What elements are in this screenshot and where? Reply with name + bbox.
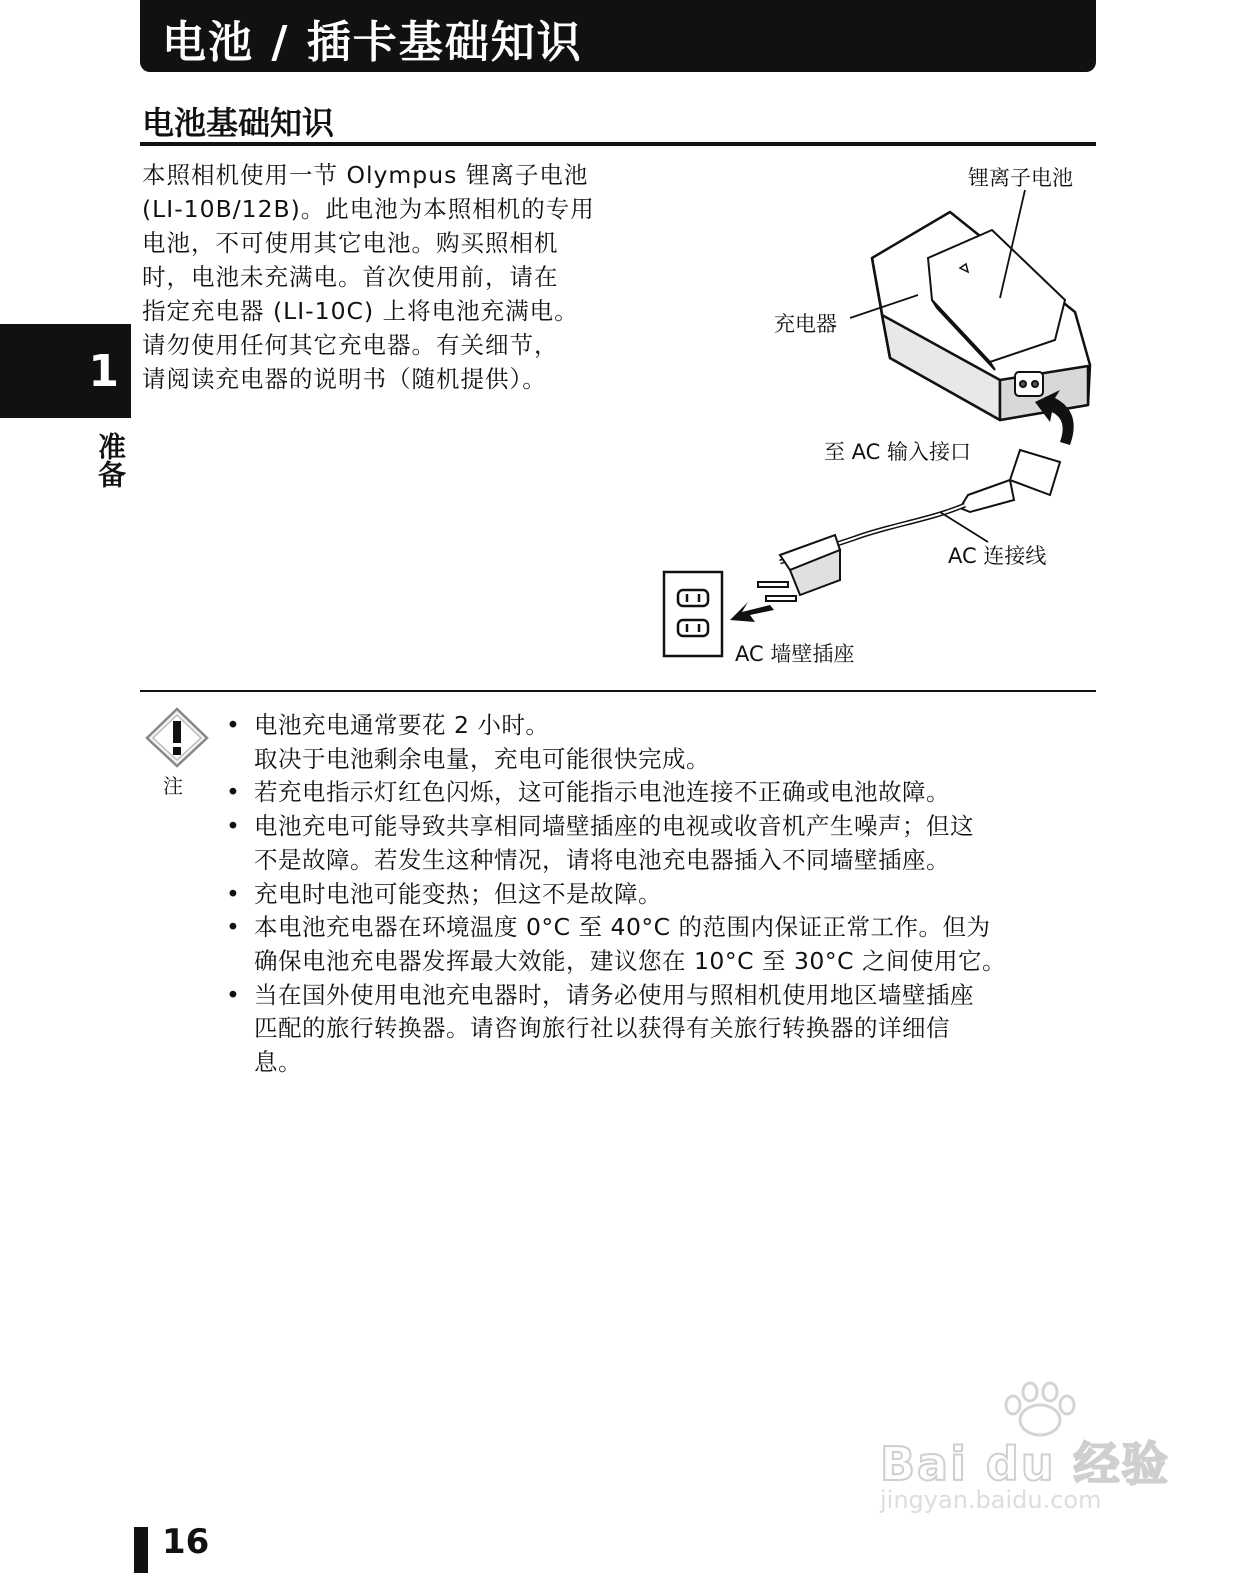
charger-illustration [650, 150, 1100, 675]
section-divider [140, 142, 1096, 146]
intro-line: 电池，不可使用其它电池。购买照相机 [142, 229, 559, 257]
bullet: • [226, 913, 241, 942]
wall-outlet-label: AC 墙壁插座 [735, 642, 855, 666]
charger-diagram-svg [650, 150, 1100, 675]
notes-list [226, 709, 1101, 1080]
battery-label: 锂离子电池 [968, 166, 1073, 190]
bullet: • [226, 711, 241, 739]
bullet: • [226, 980, 241, 1009]
note-line: 确保电池充电器发挥最大效能，建议您在 10°C 至 30°C 之间使用它。 [254, 946, 1007, 975]
note-line: 本电池充电器在环境温度 0°C 至 40°C 的范围内保证正常工作。但为 [254, 913, 991, 942]
intro-line: (LI-10B/12B)。此电池为本照相机的专用 [142, 195, 595, 223]
bullet: • [226, 812, 241, 841]
note-line: 当在国外使用电池充电器时，请务必使用与照相机使用地区墙壁插座 [254, 980, 974, 1009]
bullet: • [226, 778, 241, 807]
note-item [226, 776, 1101, 810]
ac-cable-label: AC 连接线 [948, 544, 1047, 568]
page-title: 电池 / 插卡基础知识 [162, 17, 583, 68]
ac-input-label: 至 AC 输入接口 [824, 440, 972, 464]
baidu-watermark [870, 1380, 1170, 1530]
intro-line: 请勿使用任何其它充电器。有关细节， [142, 331, 559, 359]
note-item [226, 810, 1101, 877]
chapter-label: 准备 [94, 432, 127, 488]
note-line: 不是故障。若发生这种情况，请将电池充电器插入不同墙壁插座。 [254, 845, 950, 874]
caution-icon [144, 706, 210, 768]
charger-ac-socket [1015, 372, 1043, 396]
intro-line: 指定充电器 (LI-10C) 上将电池充满电。 [142, 297, 579, 325]
note-item [226, 979, 1101, 1080]
page-number-bar [134, 1527, 148, 1573]
note-line: 充电时电池可能变热；但这不是故障。 [254, 879, 662, 908]
section-title: 电池基础知识 [142, 104, 335, 142]
page-number: 16 [162, 1522, 210, 1562]
notes-divider [140, 690, 1096, 692]
intro-line: 时，电池未充满电。首次使用前，请在 [142, 263, 559, 291]
note-line: 取决于电池剩余电量，充电可能很快完成。 [254, 744, 710, 773]
page-header-bar [140, 0, 1096, 72]
wall-outlet-icon [664, 572, 722, 656]
caution-label: 注 [163, 774, 183, 798]
watermark-brand: Bai du 经验 [880, 1437, 1170, 1491]
bullet: • [226, 879, 241, 908]
note-line: 匹配的旅行转换器。请咨询旅行社以获得有关旅行转换器的详细信 [254, 1014, 950, 1043]
to-outlet-arrow-icon [730, 602, 774, 622]
note-item [226, 911, 1101, 978]
chapter-number: 1 [88, 346, 119, 397]
intro-line: 本照相机使用一节 Olympus 锂离子电池 [142, 161, 589, 189]
chapter-tab [0, 324, 131, 418]
charger-label: 充电器 [774, 312, 837, 336]
note-line: 息。 [254, 1048, 302, 1077]
intro-line: 请阅读充电器的说明书（随机提供）。 [142, 365, 547, 393]
note-item [226, 709, 1101, 776]
note-line: 若充电指示灯红色闪烁，这可能指示电池连接不正确或电池故障。 [254, 778, 950, 807]
note-line: 电池充电通常要花 2 小时。 [254, 711, 550, 739]
note-item [226, 878, 1101, 912]
cable-connector-icon [960, 450, 1060, 512]
wall-plug-icon [758, 535, 840, 601]
note-line: 电池充电可能导致共享相同墙壁插座的电视或收音机产生噪声；但这 [254, 812, 974, 841]
intro-paragraph [142, 158, 632, 396]
watermark-url: jingyan.baidu.com [880, 1486, 1102, 1514]
